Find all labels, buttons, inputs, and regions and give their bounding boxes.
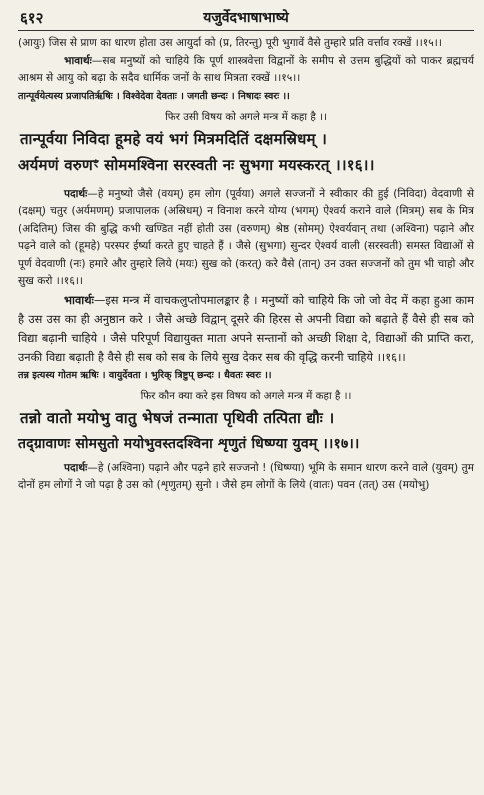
bhavartha-16 — [18, 291, 474, 367]
page-header — [18, 6, 474, 30]
page-number: ६१२ — [20, 9, 44, 27]
running-title: यजुर्वेदभाषाभाष्ये — [203, 10, 289, 26]
padartha-label: पदार्थः — [64, 461, 88, 474]
prev-bhavartha — [18, 53, 474, 88]
bhavartha-text: —इस मन्त्र में वाचकलुप्तोपमालङ्कार है । मनुष्यों को चाहिये कि जो जो वेद में कहा हुआ काम है उस उस का ही अनुष्ठान करे । जैसे अच्छे विद्वान् दूसरे की हिरस से अपनी विद्या को बढ़ाते हैं वैसे ही सब को विद्या बढ़ानी चाहिये । जैसे परिपूर्ण विद्यायुक्त माता अपने सन्तानों को अच्छी शिक्षा दे, विद्याओं की प्राप्ति करा, उनकी विद्या बढ़ाती है वैसे ही सब को सब के लिये सुख देकर सब की वृद्धि करनी चाहिये ।।१६।। — [18, 292, 474, 364]
padartha-16 — [18, 186, 474, 291]
mantra-17-rishi-devata: तन्न इत्यस्य गोतम ऋषिः । वायुर्देवता । भुरिक् त्रिष्टुप् छन्दः । धैवतः स्वरः ।। — [18, 369, 272, 381]
padartha-label: पदार्थः — [64, 187, 88, 200]
mantra-17-intro: फिर कौन क्या करे इस विषय को अगले मन्त्र में कहा है ।। — [140, 389, 352, 402]
mantra-16-line-1: तान्पूर्वया निविदा हूमहे वयं भगं मित्रमदितिं दक्षमस्रिधम् । — [20, 129, 328, 148]
padartha-17 — [18, 460, 474, 495]
bhavartha-label: भावार्थः — [64, 292, 94, 307]
bhavartha-label: भावार्थः — [64, 54, 92, 67]
prev-padartha-tail: (आयुः) जिस से प्राण का धारण होता उस आयुर्दा को (प्र, तिरन्तु) पूरी भुगावें वैसे तुम्हारे प्रति वर्त्ताव रक्खें ।।१५।। — [18, 37, 442, 49]
mantra-16-line-2: अर्यमणं वरुणꣳ सोममश्विना सरस्वती नः सुभगा मयस्करत् ।।१६।। — [18, 155, 375, 174]
mantra-16-rishi-devata: तान्पूर्वयेत्यस्य प्रजापतिर्ऋषिः । विश्वेदेवा देवताः । जगती छन्दः । निषादः स्वरः ।। — [18, 90, 290, 102]
mantra-17-line-2: तद्ग्रावाणः सोमसुतो मयोभुवस्तदश्विना शृणुतं धिष्ण्या युवम् ।।१७।। — [18, 435, 360, 452]
padartha-text: —हे (अश्विना) पढ़ाने और पढ़ने हारे सज्जनो ! (धिष्ण्या) भूमि के समान धारण करने वाले (युवम्) तुम दोनों हम लोगों ने जो पढ़ा है उस को (शृणुतम्) सुनो । जैसे हम लोगों के लिये (वातः) पवन (तत्) उस (मयोभु) — [18, 461, 474, 491]
mantra-17-line-1: तन्नो वातो मयोभु वातु भेषजं तन्माता पृथिवी तत्पिता द्यौः । — [20, 408, 335, 427]
bhavartha-text: —सब मनुष्यों को चाहिये कि पूर्ण शास्त्रवेत्ता विद्वानों के समीप से उत्तम बुद्धियों को पाकर ब्रह्मचर्य आश्रम से आयु को बढ़ा के सदैव धार्मिक जनों के साथ मित्रता रक्खें ।।१५।। — [18, 54, 474, 84]
mantra-16-intro: फिर उसी विषय को अगले मन्त्र में कहा है ।। — [165, 110, 327, 123]
padartha-text: —हे मनुष्यो जैसे (वयम्) हम लोग (पूर्वया) अगले सज्जनों ने स्वीकार की हुई (निविदा) वेदवाणी से (दक्षम्) चतुर (अर्यमणम्) प्रजापालक (अस्रिधम्) न विनाश करने योग्य (भगम्) ऐश्वर्य कराने वाले (मित्रम्) सब के मित्र (अदितिम्) जिस की बुद्धि कभी खण्डित नहीं होती उस (वरुणम्) श्रेष्ठ (सोमम्) ऐश्वर्यवान् तथा (अश्विना) पढ़ाने और पढ़ने वाले को (हूमहे) परस्पर ईर्ष्या करते हुए चाहते हैं । जैसे (सुभगा) सुन्दर ऐश्वर्य वाली (सरस्वती) समस्त विद्याओं से पूर्ण वेदवाणी (नः) हमारे और तुम्हारे लिये (मयः) सुख को (करत्) करे वैसे (तान्) उन उक्त सज्जनों को तुम भी चाहो और सुख करो ।।१६।। — [18, 187, 474, 287]
header-rule — [18, 30, 474, 31]
